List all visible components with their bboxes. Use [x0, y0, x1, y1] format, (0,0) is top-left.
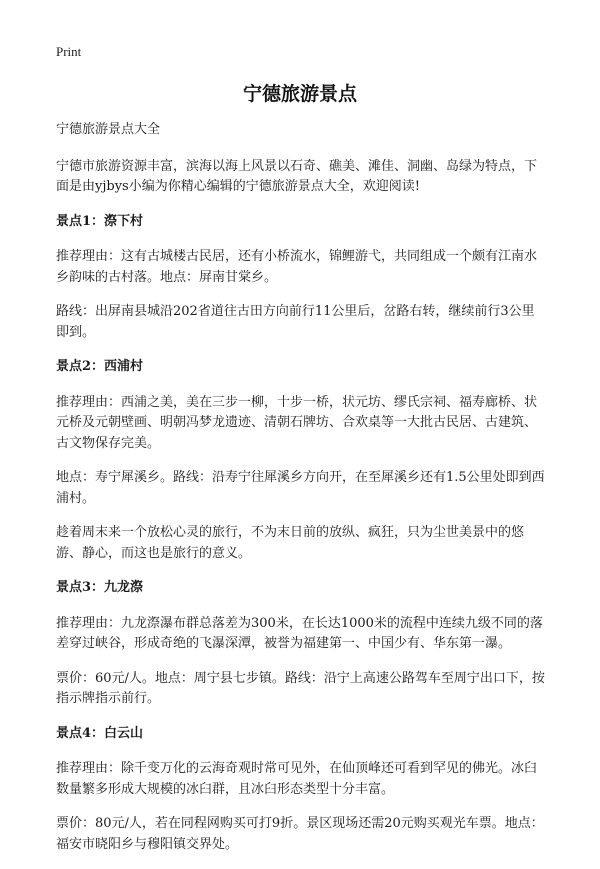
spot-2-paragraph: 推荐理由：西浦之美，美在三步一柳，十步一桥，状元坊、缪氏宗祠、福寿廊桥、状元桥及元朝壁画、明朝冯梦龙遗迹、清朝石牌坊、合欢桌等一大批古民居、古建筑、古文物保存完美。: [56, 394, 538, 451]
spot-3-paragraph: 推荐理由：九龙漈瀑布群总落差为300米，在长达1000米的流程中连续九级不同的落差穿过峡谷，形成奇绝的飞瀑深潭，被誉为福建第一、中国少有、华东第一瀑。: [56, 615, 543, 651]
spot-1-paragraph: 推荐理由：这有古城楼古民居，还有小桥流水，锦鲤游弋，共同组成一个颇有江南水乡韵味的古村落。地点：屏南甘棠乡。: [56, 249, 538, 285]
spot-heading-2: 景点2：西浦村: [56, 359, 144, 374]
spot-heading-3: 景点3：九龙漈: [56, 580, 144, 595]
article-body: [56, 120, 546, 869]
spot-4-paragraph: 票价：80元/人，若在同程网购买可打9折。景区现场还需20元购买观光车票。地点：福安市晓阳乡与穆阳镇交界处。: [56, 816, 544, 852]
spot-2-paragraph: 地点：寿宁犀溪乡。路线：沿寿宁往犀溪乡方向开，在至犀溪乡还有1.5公里处即到西浦村。: [56, 470, 545, 506]
spot-1-paragraph: 路线：出屏南县城沿202省道往古田方向前行11公里后，岔路右转，继续前行3公里即到。: [56, 304, 535, 340]
print-link[interactable]: Print: [56, 44, 82, 59]
spot-2-paragraph: 趁着周末来一个放松心灵的旅行，不为末日前的放纵、疯狂，只为尘世美景中的悠游、静心，而这也是旅行的意义。: [56, 525, 525, 561]
article-subtitle: 宁德旅游景点大全: [56, 122, 161, 137]
page-title: 宁德旅游景点: [242, 83, 357, 105]
spot-heading-1: 景点1：漈下村: [56, 213, 144, 229]
spot-4-paragraph: 推荐理由：除千变万化的云海奇观时常可见外，在仙顶峰还可看到罕见的佛光。冰臼数量繁多形成大规模的冰臼群，且冰臼形态类型十分丰富。: [56, 761, 538, 797]
article-intro: 宁德市旅游资源丰富，滨海以海上风景以石奇、礁美、滩佳、洞幽、岛绿为特点，下面是由yjbys小编为你精心编辑的宁德旅游景点大全，欢迎阅读!: [56, 158, 538, 194]
spot-heading-4: 景点4：白云山: [56, 725, 144, 741]
spot-3-paragraph: 票价：60元/人。地点：周宁县七步镇。路线：沿宁上高速公路驾车至周宁出口下，按指示牌指示前行。: [56, 670, 545, 706]
